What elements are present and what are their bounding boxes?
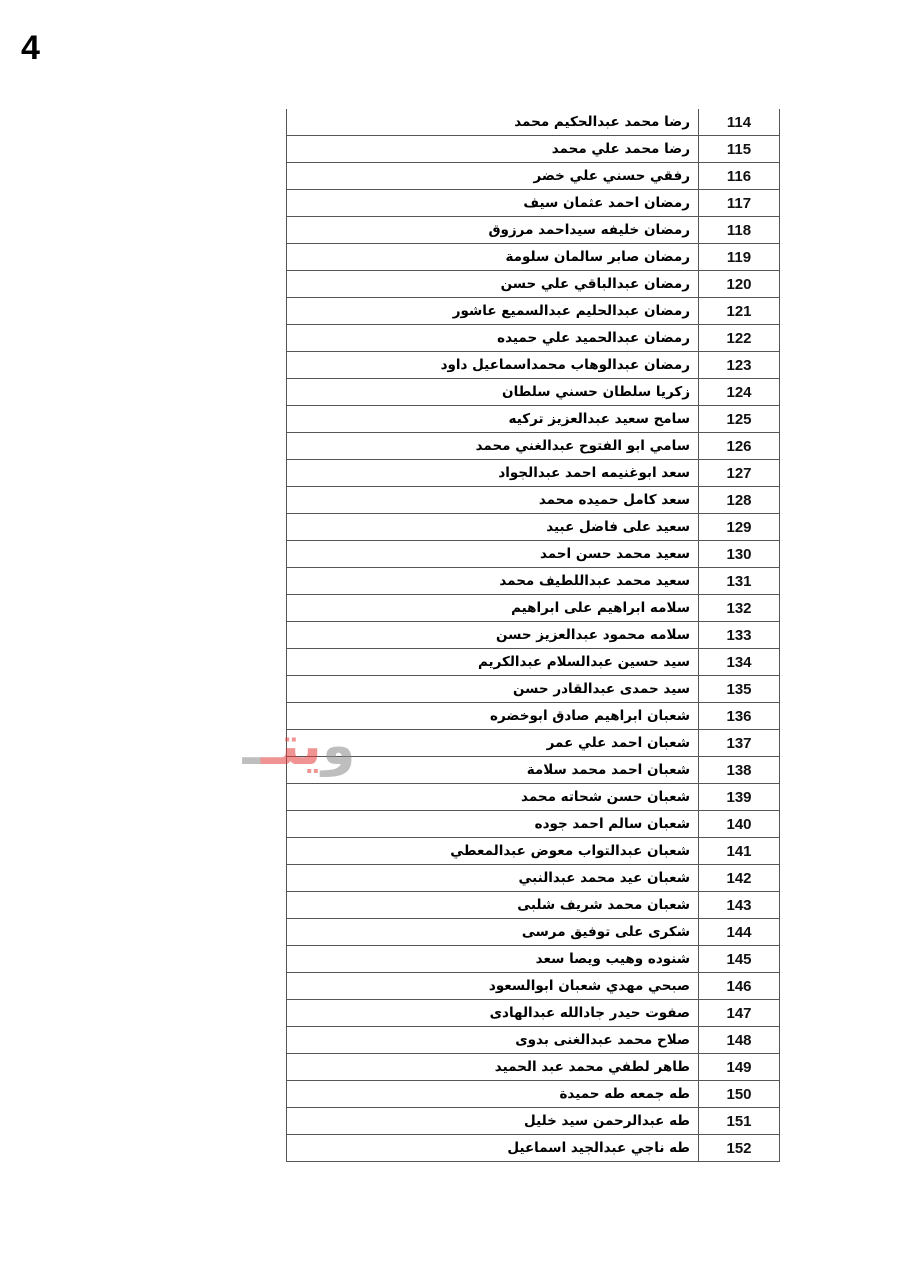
name-cell: رضا محمد علي محمد — [287, 136, 699, 163]
number-cell: 123 — [699, 352, 780, 379]
name-cell: شعبان سالم احمد جوده — [287, 811, 699, 838]
table-row — [287, 622, 780, 649]
names-table-body — [287, 109, 780, 1162]
number-cell: 139 — [699, 784, 780, 811]
name-cell: شعبان عيد محمد عبدالنبي — [287, 865, 699, 892]
table-row — [287, 352, 780, 379]
number-cell: 142 — [699, 865, 780, 892]
number-cell: 115 — [699, 136, 780, 163]
name-cell: صبحي مهدي شعبان ابوالسعود — [287, 973, 699, 1000]
table-row — [287, 541, 780, 568]
name-cell: شكرى على توفيق مرسى — [287, 919, 699, 946]
table-row — [287, 811, 780, 838]
name-cell: سيد حمدى عبدالقادر حسن — [287, 676, 699, 703]
number-cell: 138 — [699, 757, 780, 784]
name-cell: رمضان عبدالحميد علي حميده — [287, 325, 699, 352]
number-cell: 145 — [699, 946, 780, 973]
name-cell: صفوت حيدر جادالله عبدالهادى — [287, 1000, 699, 1027]
table-row — [287, 676, 780, 703]
name-cell: طه جمعه طه حميدة — [287, 1081, 699, 1108]
table-row — [287, 163, 780, 190]
number-cell: 127 — [699, 460, 780, 487]
number-cell: 136 — [699, 703, 780, 730]
name-cell: شعبان احمد علي عمر — [287, 730, 699, 757]
page-number: 4 — [21, 29, 40, 67]
number-cell: 141 — [699, 838, 780, 865]
watermark-part-1: و — [321, 714, 356, 777]
name-cell: رمضان صابر سالمان سلومة — [287, 244, 699, 271]
name-cell: شعبان عبدالتواب معوض عبدالمعطي — [287, 838, 699, 865]
name-cell: رمضان عبدالباقي علي حسن — [287, 271, 699, 298]
table-row — [287, 784, 780, 811]
number-cell: 117 — [699, 190, 780, 217]
number-cell: 144 — [699, 919, 780, 946]
name-cell: طه عبدالرحمن سيد خليل — [287, 1108, 699, 1135]
table-row — [287, 109, 780, 136]
table-row — [287, 298, 780, 325]
name-cell: طاهر لطفي محمد عبد الحميد — [287, 1054, 699, 1081]
name-cell: سعيد محمد حسن احمد — [287, 541, 699, 568]
name-cell: سامي ابو الفتوح عبدالغني محمد — [287, 433, 699, 460]
names-table — [286, 109, 780, 1162]
number-cell: 120 — [699, 271, 780, 298]
number-cell: 119 — [699, 244, 780, 271]
table-row — [287, 946, 780, 973]
table-row — [287, 487, 780, 514]
name-cell: سعيد محمد عبداللطيف محمد — [287, 568, 699, 595]
name-cell: سلامه محمود عبدالعزيز حسن — [287, 622, 699, 649]
number-cell: 143 — [699, 892, 780, 919]
table-row — [287, 433, 780, 460]
number-cell: 129 — [699, 514, 780, 541]
name-cell: سعيد على فاضل عبيد — [287, 514, 699, 541]
number-cell: 124 — [699, 379, 780, 406]
table-row — [287, 838, 780, 865]
name-cell: رمضان عبدالوهاب محمداسماعيل داود — [287, 352, 699, 379]
table-row — [287, 460, 780, 487]
table-row — [287, 406, 780, 433]
number-cell: 151 — [699, 1108, 780, 1135]
name-cell: رفقي حسني علي خضر — [287, 163, 699, 190]
name-cell: سعد ابوغنيمه احمد عبدالجواد — [287, 460, 699, 487]
table-row — [287, 757, 780, 784]
name-cell: شنوده وهيب ويصا سعد — [287, 946, 699, 973]
name-cell: رمضان خليفه سيداحمد مرزوق — [287, 217, 699, 244]
name-cell: زكريا سلطان حسني سلطان — [287, 379, 699, 406]
name-cell: سيد حسين عبدالسلام عبدالكريم — [287, 649, 699, 676]
number-cell: 131 — [699, 568, 780, 595]
name-cell: شعبان حسن شحاته محمد — [287, 784, 699, 811]
table-row — [287, 325, 780, 352]
table-row — [287, 703, 780, 730]
table-row — [287, 865, 780, 892]
name-cell: طه ناجي عبدالجيد اسماعيل — [287, 1135, 699, 1162]
table-row — [287, 730, 780, 757]
table-row — [287, 1000, 780, 1027]
name-cell: شعبان محمد شريف شلبى — [287, 892, 699, 919]
number-cell: 116 — [699, 163, 780, 190]
table-row — [287, 271, 780, 298]
table-row — [287, 136, 780, 163]
table-row — [287, 973, 780, 1000]
number-cell: 133 — [699, 622, 780, 649]
table-row — [287, 1081, 780, 1108]
number-cell: 150 — [699, 1081, 780, 1108]
table-row — [287, 919, 780, 946]
number-cell: 114 — [699, 109, 780, 136]
table-row — [287, 217, 780, 244]
number-cell: 135 — [699, 676, 780, 703]
name-cell: شعبان ابراهيم صادق ابوخضره — [287, 703, 699, 730]
table-row — [287, 1027, 780, 1054]
number-cell: 126 — [699, 433, 780, 460]
name-cell: سامح سعيد عبدالعزيز تركيه — [287, 406, 699, 433]
name-cell: صلاح محمد عبدالغنى بدوى — [287, 1027, 699, 1054]
table-row — [287, 1054, 780, 1081]
name-cell: رمضان عبدالحليم عبدالسميع عاشور — [287, 298, 699, 325]
name-cell: شعبان احمد محمد سلامة — [287, 757, 699, 784]
table-row — [287, 649, 780, 676]
table-row — [287, 190, 780, 217]
number-cell: 140 — [699, 811, 780, 838]
number-cell: 118 — [699, 217, 780, 244]
number-cell: 128 — [699, 487, 780, 514]
number-cell: 130 — [699, 541, 780, 568]
number-cell: 149 — [699, 1054, 780, 1081]
number-cell: 121 — [699, 298, 780, 325]
number-cell: 125 — [699, 406, 780, 433]
number-cell: 122 — [699, 325, 780, 352]
number-cell: 148 — [699, 1027, 780, 1054]
name-cell: سعد كامل حميده محمد — [287, 487, 699, 514]
number-cell: 137 — [699, 730, 780, 757]
table-row — [287, 595, 780, 622]
number-cell: 152 — [699, 1135, 780, 1162]
number-cell: 132 — [699, 595, 780, 622]
table-row — [287, 568, 780, 595]
table-row — [287, 1108, 780, 1135]
number-cell: 146 — [699, 973, 780, 1000]
table-row — [287, 1135, 780, 1162]
number-cell: 147 — [699, 1000, 780, 1027]
table-row — [287, 514, 780, 541]
watermark-accent: يتـ — [261, 714, 322, 777]
table-row — [287, 379, 780, 406]
number-cell: 134 — [699, 649, 780, 676]
name-cell: رمضان احمد عثمان سيف — [287, 190, 699, 217]
table-row — [287, 892, 780, 919]
watermark-part-2: ـ — [242, 714, 262, 777]
name-cell: رضا محمد عبدالحكيم محمد — [287, 109, 699, 136]
name-cell: سلامه ابراهيم على ابراهيم — [287, 595, 699, 622]
table-row — [287, 244, 780, 271]
